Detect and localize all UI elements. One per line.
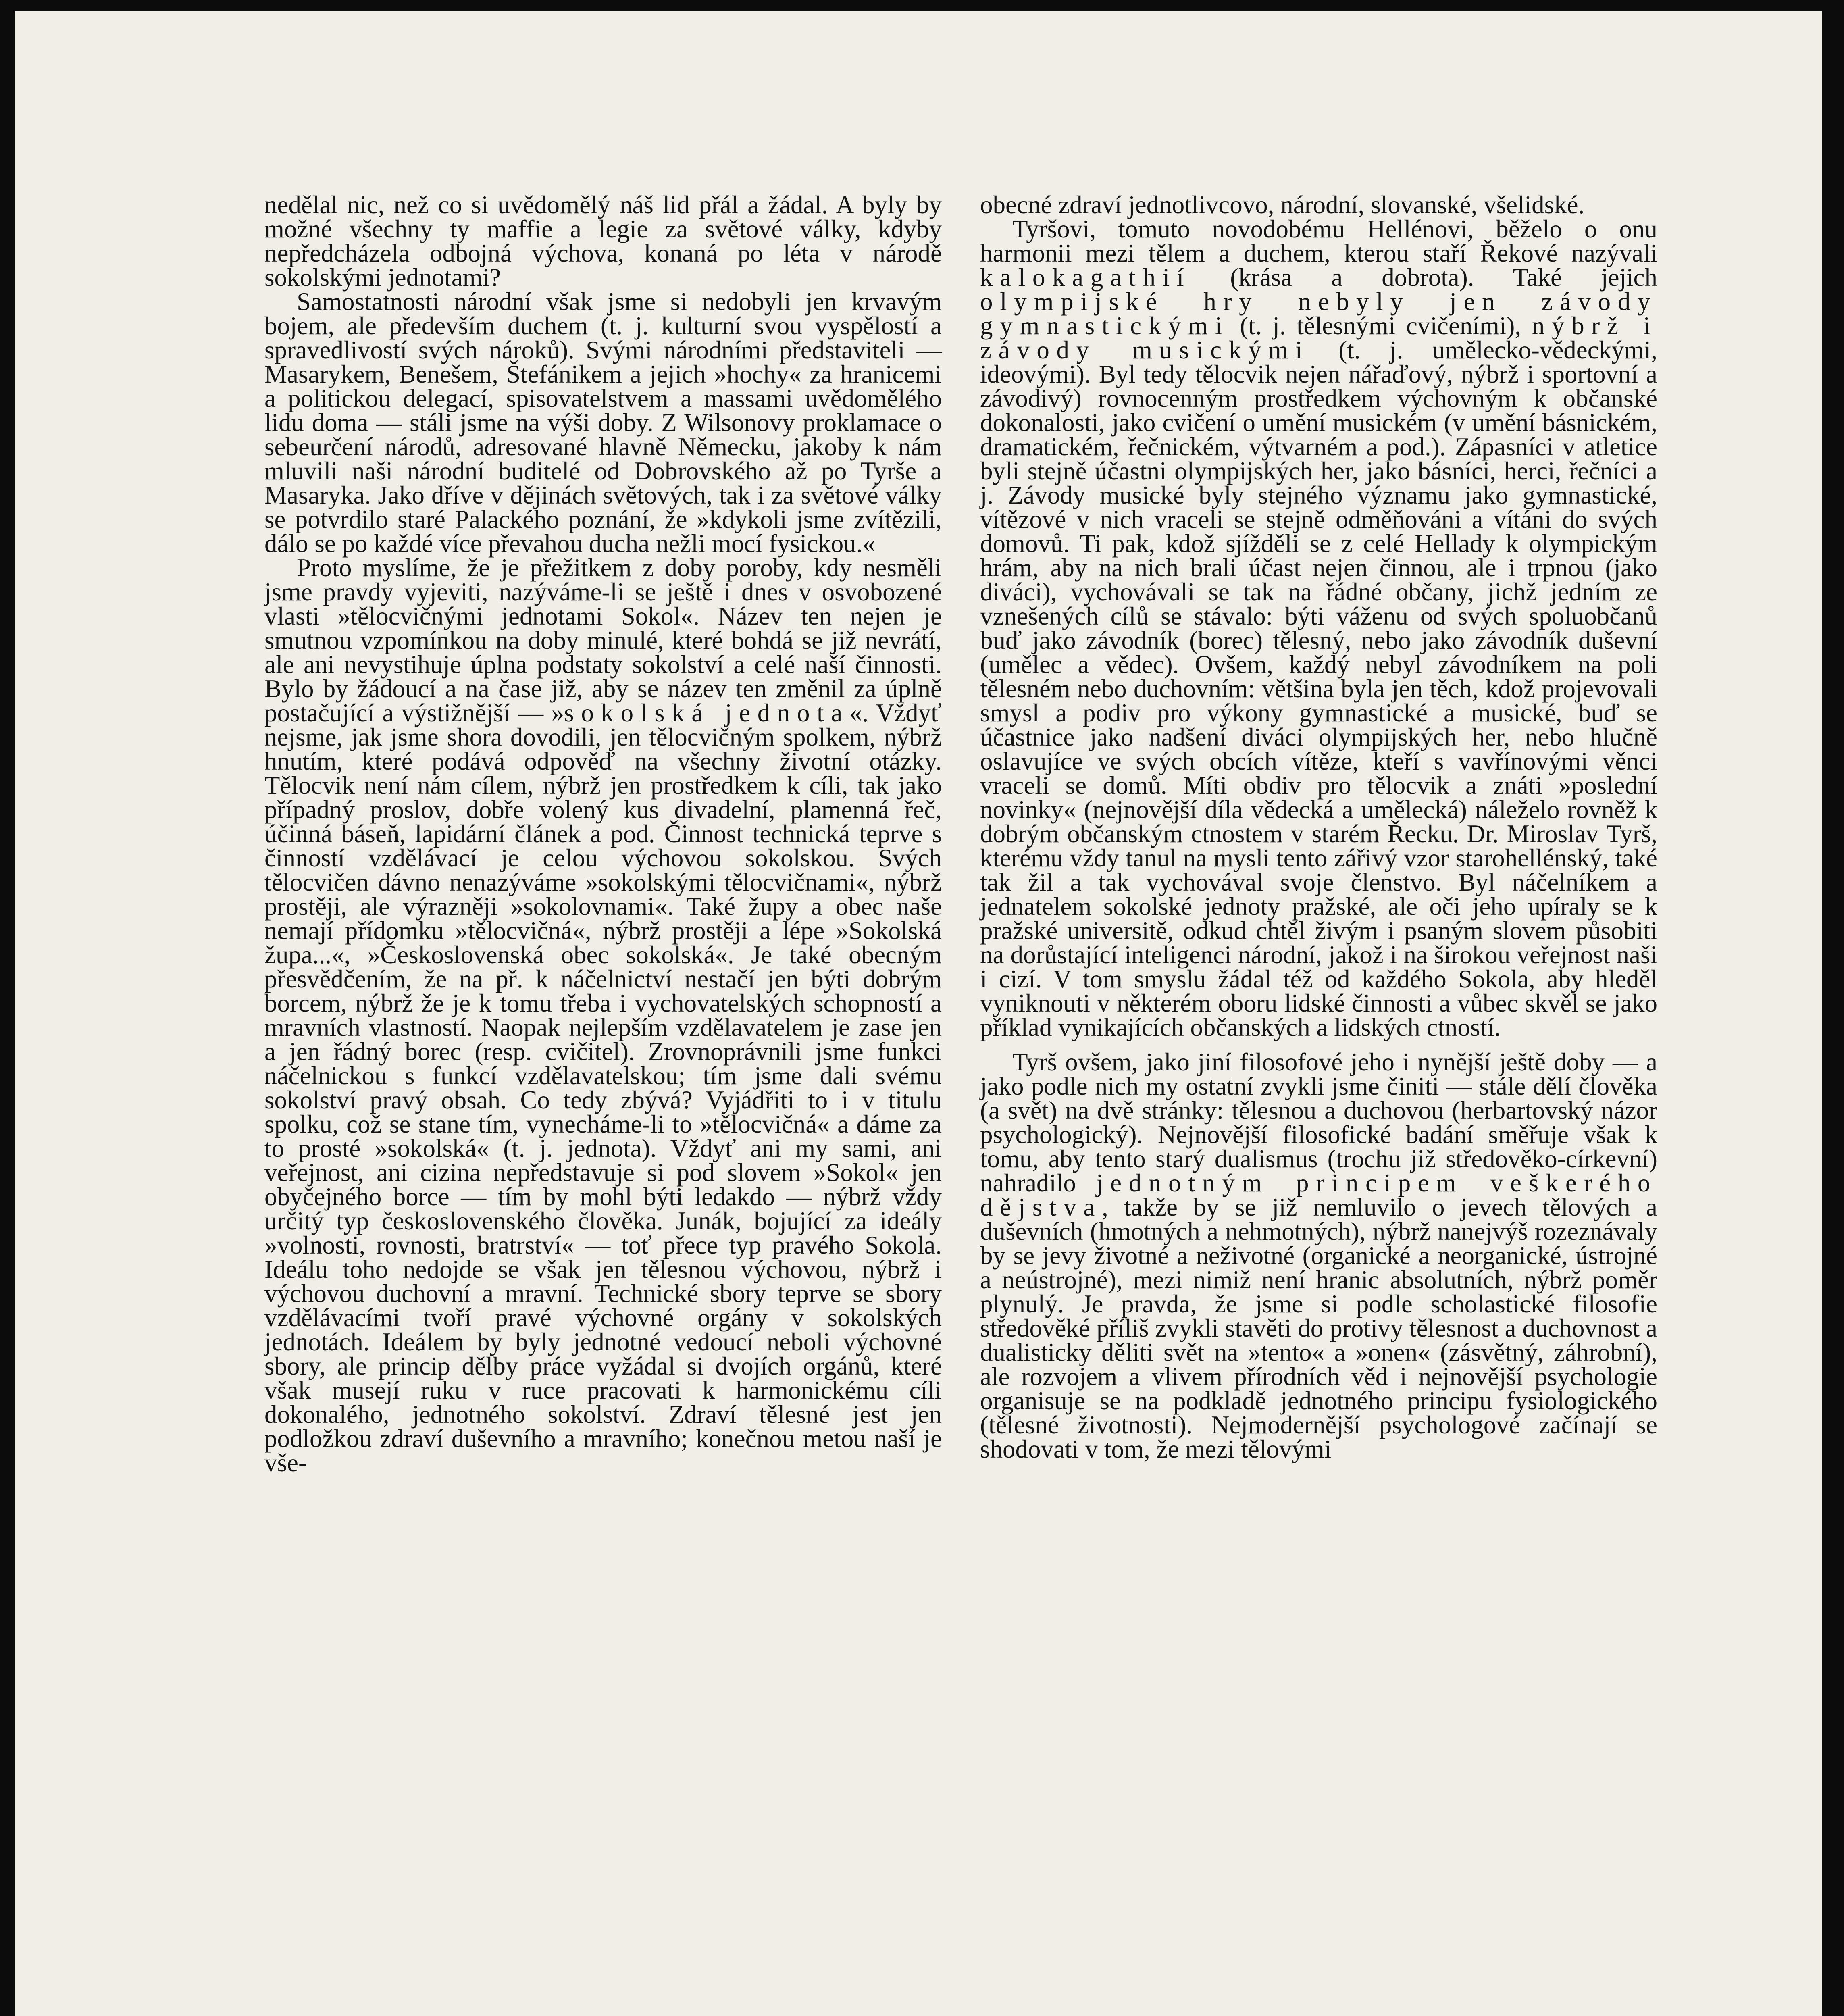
paragraph	[264, 556, 942, 1475]
text-run: , takže by se již nemluvilo o jevech tělových a duševních (hmotných a nehmotných), nýbrž nanejvýš rozeznávaly by se jevy životné a neživotné (organické a neorganické, ústrojné a neústrojné), mezi nimiž není hranic absolutních, nýbrž poměr plynulý. Je pravda, že jsme si podle scholastické filosofie středověké příliš zvykli stavěti do protivy tělesnost a duchovnost a dualisticky děliti svět na »tento« a »onen« (zásvětný, záhrobní), ale rozvojem a vlivem přírodních věd i nejnovější psychologie organisuje se na podkladě jednotného principu fysiologického (tělesné životnosti). Nejmodernější psychologové začínají se shodovati v tom, že mezi tělovými	[980, 1193, 1657, 1463]
paragraph: Samostatnosti národní však jsme si nedobyli jen krvavým bojem, ale především duchem (t. j. kulturní svou vyspělostí a spravedlivostí svých nároků). Svými národními představiteli — Masarykem, Benešem, Štefánikem a jejich »hochy« za hranicemi a politickou delegací, spisovatelstvem a massami uvědomělého lidu doma — stáli jsme na výši doby. Z Wilsonovy proklamace o sebeurčení národů, adresované hlavně Německu, jakoby k nám mluvili naši národní buditelé od Dobrovského až po Tyrše a Masaryka. Jako dříve v dějinách světových, tak i za světové války se potvrdilo staré Palackého poznání, že »kdykoli jsme zvítězili, dálo se po každé více převahou ducha nežli mocí fysickou.«	[264, 287, 942, 558]
left-text-column	[264, 193, 942, 1475]
text-run: (t. j. tělesnými cvičeními),	[1229, 312, 1532, 340]
emphasized-text: kalokagathií	[980, 263, 1191, 292]
emphasized-text: sokolská jednota	[564, 699, 849, 727]
scanned-page	[15, 11, 1822, 2016]
paragraph: obecné zdraví jednotlivcovo, národní, slovanské, všelidské.	[980, 191, 1585, 219]
paragraph	[980, 217, 1657, 1039]
text-run: Proto myslíme, že je přežitkem z doby poroby, kdy nesměli jsme pravdy vyjeviti, nazýváme-li se ještě i dnes v osvobozené vlasti »tělocvičnými jednotami Sokol«. Název ten nejen je smutnou vzpomínkou na doby minulé, které bohdá se již nevrátí, ale ani nevystihuje úplna podstaty sokolství a celé naší činnosti. Bylo by žádoucí a na čase již, aby se název ten změnil za úplně postačující a výstižnější — »	[264, 554, 942, 727]
paragraph	[980, 1050, 1657, 1461]
text-run: (t. j. umělecko-vědeckými, ideovými). Byl tedy tělocvik nejen nářaďový, nýbrž i sportovní a závodivý) rovnocenným prostředkem výchovným k občanské dokonalosti, jako cvičení o umění musickém (v umění básnickém, dramatickém, řečnickém, výtvarném a pod.). Zápasníci v atletice byli stejně účastni olympijských her, jako básníci, herci, řečníci a j. Závody musické byly stejného významu jako gymnastické, vítězové v nich vraceli se stejně odměňováni a vítáni do svých domovů. Ti pak, kdož sjížděli se z celé Hellady k olympickým hrám, aby na nich brali účast nejen činnou, ale i trpnou (jako diváci), vychovávali se tak na řádné občany, jichž jedním ze vznešených cílů se stávalo: býti váženu od svých spoluobčanů buď jako závodník (borec) tělesný, nebo jako závodník duševní (umělec a vědec). Ovšem, každý nebyl závodníkem na poli tělesném nebo duchovním: většina byla jen těch, kdož projevovali smysl a podiv pro výkony gymnastické a musické, buď se účastnice jako nadšení diváci olympijských her, nebo hlučně oslavujíce ve svých obcích vítěze, kteří s vavřínovými věnci vraceli se domů. Míti obdiv pro tělocvik a znáti »poslední novinky« (nejnovější díla vědecká a umělecká) náleželo rovněž k dobrým občanským ctnostem v starém Řecku. Dr. Miroslav Tyrš, kterému vždy tanul na mysli tento zářivý vzor starohellénský, také tak žil a tak vychovával svoje členstvo. Byl náčelníkem a jednatelem sokolské jednoty pražské, ale oči jeho upíraly se k pražské universitě, odkud chtěl živým i psaným slovem působiti na dorůstající inteligenci národní, jakož i na širokou veřejnost naši i cizí. V tom smyslu žádal též od každého Sokola, aby hleděl vyniknouti v některém oboru lidské činnosti a vůbec skvěl se jako příklad vynikajících občanských a lidských ctností.	[980, 336, 1657, 1041]
text-run: (krása a dobrota). Také jejich	[1191, 263, 1657, 292]
paragraph: nedělal nic, než co si uvědomělý náš lid přál a žádal. A byly by možné všechny ty maffie a legie za světové války, kdyby nepředcházela odbojná výchova, konaná po léta v národě sokolskými jednotami?	[264, 191, 942, 292]
emphasized-text: jednotným principem veškerého dějstva	[980, 1169, 1657, 1221]
emphasized-text: olympijské hry nebyly jen závody gymnastickými	[980, 287, 1657, 340]
emphasized-text: nýbrž i závody musickými	[980, 312, 1657, 364]
text-run: «. Vždyť nejsme, jak jsme shora dovodili, jen tělocvičným spolkem, nýbrž hnutím, které podává odpověď na všechny životní otázky. Tělocvik není nám cílem, nýbrž jen prostředkem k cíli, tak jako případný proslov, dobře volený kus divadelní, plamenná řeč, účinná báseň, lapidární článek a pod. Činnost technická teprve s činností vzdělávací je celou výchovou sokolskou. Svých tělocvičen dávno nenazýváme »sokolskými tělocvičnami«, nýbrž prostěji, ale výrazněji »sokolovnami«. Také župy a obec naše nemají přídomku »tělocvičná«, nýbrž prostěji a lépe »Sokolská župa...«, »Československá obec sokolská«. Je také obecným přesvědčením, že na př. k náčelnictví nestačí jen býti dobrým borcem, nýbrž že je k tomu třeba i vychovatelských schopností a mravních vlastností. Naopak nejlepším vzdělavatelem je zase jen a jen řádný borec (resp. cvičitel). Zrovnoprávnili jsme funkci náčelnickou s funkcí vzdělavatelskou; tím jsme dali svému sokolství pravý obsah. Co tedy zbývá? Vyjádřiti to i v titulu spolku, což se stane tím, vynecháme-li to »tělocvičná« a dáme za to prosté »sokolská« (t. j. jednota). Vždyť ani my sami, ani veřejnost, ani cizina nepředstavuje si pod slovem »Sokol« jen obyčejného borce — tím by mohl býti ledakdo — nýbrž vždy určitý typ československého člověka. Junák, bojující za ideály »volnosti, rovnosti, bratrství« — toť přece typ pravého Sokola. Ideálu toho nedojde se však jen tělesnou výchovou, nýbrž i výchovou duchovní a mravní. Technické sbory teprve se sbory vzdělávacími tvoří pravé výchovné orgány v sokolských jednotách. Ideálem by byly jednotné vedoucí neboli výchovné sbory, ale princip dělby práce vyžádal si dvojích orgánů, které však musejí ruku v ruce pracovati k harmonickému cíli dokonalého, jednotného sokolství. Zdraví tělesné jest jen podložkou zdraví duševního a mravního; konečnou metou naší je vše-	[264, 699, 942, 1477]
right-text-column	[980, 193, 1657, 1461]
text-run: Tyrš ovšem, jako jiní filosofové jeho i nynější ještě doby — a jako podle nich my ostatní zvykli jsme činiti — stále dělí člověka (a svět) na dvě stránky: tělesnou a duchovou (herbartovský názor psychologický). Nejnovější filosofické badání směřuje však k tomu, aby tento starý dualismus (trochu již středověko-církevní) nahradilo	[980, 1048, 1657, 1197]
text-run: Tyršovi, tomuto novodobému Hellénovi, běželo o onu harmonii mezi tělem a duchem, kterou staří Řekové nazývali	[980, 215, 1657, 267]
